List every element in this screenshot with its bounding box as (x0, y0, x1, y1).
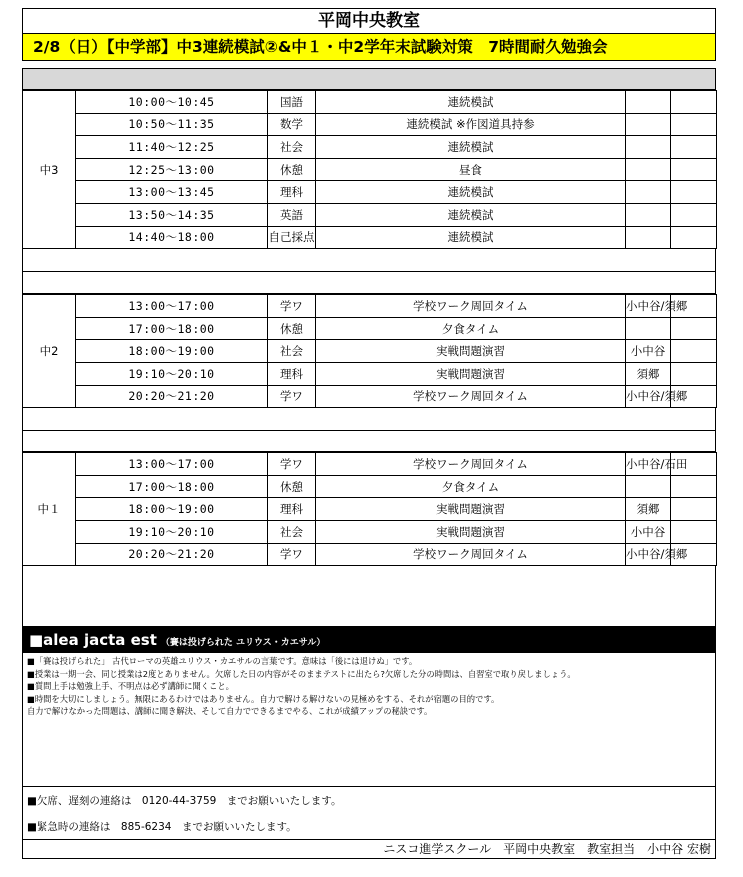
schedule-table (22, 294, 717, 408)
time-cell: 11:40～12:25 (76, 136, 268, 159)
subject-cell: 学ワ (268, 543, 316, 566)
schedule-groups (22, 90, 716, 566)
content-cell: 実戦問題演習 (316, 520, 626, 543)
schedule-sheet (22, 8, 716, 859)
table-row (23, 340, 717, 363)
grade-label: 中2 (23, 295, 76, 408)
teacher-cell (626, 136, 671, 159)
time-cell: 19:10～20:10 (76, 520, 268, 543)
empty-cell (671, 498, 717, 521)
note-line: ■「賽は投げられた」 古代ローマの英雄ユリウス・カエサルの言葉です。意味は「後には退けぬ」です。 (27, 656, 418, 667)
teacher-cell (626, 113, 671, 136)
footer-signature: ニスコ進学スクール 平岡中央教室 教室担当 小中谷 宏樹 (22, 840, 716, 859)
empty-cell (671, 91, 717, 114)
teacher-cell: 小中谷 (626, 520, 671, 543)
note-line: ■授業は一期一会、同じ授業は2度とありません。欠席した日の内容がそのままテストに出たら?欠席した分の時間は、自習室で取り戻しましょう。 (27, 668, 576, 679)
empty-cell (671, 520, 717, 543)
content-cell: 学校ワーク周回タイム (316, 453, 626, 476)
content-cell: 学校ワーク周回タイム (316, 543, 626, 566)
content-cell: 学校ワーク周回タイム (316, 385, 626, 408)
subject-cell: 休憩 (268, 158, 316, 181)
time-cell: 10:00～10:45 (76, 91, 268, 114)
alea-title: ■alea jacta est (29, 631, 157, 650)
table-row (23, 91, 717, 114)
subject-cell: 理科 (268, 181, 316, 204)
event-subtitle: 2/8（日）【中学部】中3連続模試②&中１・中2学年末試験対策 7時間耐久勉強会 (22, 33, 716, 61)
schedule-table (22, 90, 717, 249)
time-cell: 20:20～21:20 (76, 543, 268, 566)
table-row (23, 158, 717, 181)
subject-cell: 理科 (268, 362, 316, 385)
time-cell: 19:10～20:10 (76, 362, 268, 385)
table-row (23, 181, 717, 204)
blank-row (22, 431, 716, 452)
table-row (23, 453, 717, 476)
blank-row (22, 408, 716, 431)
table-row (23, 113, 717, 136)
teacher-cell: 小中谷/須郷 (626, 385, 671, 408)
content-cell: 学校ワーク周回タイム (316, 295, 626, 318)
subject-cell: 社会 (268, 136, 316, 159)
subject-cell: 休憩 (268, 317, 316, 340)
time-cell: 10:50～11:35 (76, 113, 268, 136)
time-cell: 13:00～17:00 (76, 295, 268, 318)
content-cell: 連続模試 (316, 181, 626, 204)
subject-cell: 数学 (268, 113, 316, 136)
table-row (23, 362, 717, 385)
teacher-cell (626, 158, 671, 181)
content-cell: 夕食タイム (316, 475, 626, 498)
blank-row (22, 566, 716, 627)
table-row (23, 498, 717, 521)
gray-header-band (22, 68, 716, 90)
empty-cell (671, 158, 717, 181)
table-row (23, 385, 717, 408)
time-cell: 17:00～18:00 (76, 475, 268, 498)
table-row (23, 520, 717, 543)
empty-cell (671, 362, 717, 385)
empty-cell (671, 475, 717, 498)
subject-cell: 社会 (268, 340, 316, 363)
time-cell: 17:00～18:00 (76, 317, 268, 340)
table-row (23, 136, 717, 159)
subject-cell: 自己採点 (268, 226, 316, 249)
empty-cell (671, 113, 717, 136)
empty-cell (671, 181, 717, 204)
teacher-cell: 小中谷/須郷 (626, 295, 671, 318)
time-cell: 12:25～13:00 (76, 158, 268, 181)
schedule-table (22, 452, 717, 566)
empty-cell (671, 226, 717, 249)
teacher-cell (626, 475, 671, 498)
subject-cell: 国語 (268, 91, 316, 114)
teacher-cell (626, 91, 671, 114)
content-cell: 夕食タイム (316, 317, 626, 340)
content-cell: 連続模試 (316, 136, 626, 159)
absence-contact: ■欠席、遅刻の連絡は 0120-44-3759 までお願いいたします。 (27, 795, 342, 808)
teacher-cell (626, 181, 671, 204)
grade-label: 中3 (23, 91, 76, 249)
subject-cell: 学ワ (268, 385, 316, 408)
blank-row (22, 249, 716, 272)
content-cell: 実戦問題演習 (316, 362, 626, 385)
empty-cell (671, 203, 717, 226)
contact-box (22, 787, 716, 840)
notes-box (22, 653, 716, 787)
subject-cell: 休憩 (268, 475, 316, 498)
time-cell: 13:00～17:00 (76, 453, 268, 476)
time-cell: 18:00～19:00 (76, 340, 268, 363)
time-cell: 13:00～13:45 (76, 181, 268, 204)
note-line: ■質問上手は勉強上手、不明点は必ず講師に聞くこと。 (27, 681, 234, 692)
table-row (23, 475, 717, 498)
teacher-cell: 小中谷/須郷 (626, 543, 671, 566)
note-line: 自力で解けなかった問題は、講師に聞き解決、そして自力でできるまでやる、これが成績アップの秘訣です。 (27, 706, 433, 717)
teacher-cell (626, 203, 671, 226)
table-row (23, 295, 717, 318)
teacher-cell: 小中谷/石田 (626, 453, 671, 476)
teacher-cell: 小中谷 (626, 340, 671, 363)
content-cell: 連続模試 (316, 203, 626, 226)
subject-cell: 英語 (268, 203, 316, 226)
subject-cell: 学ワ (268, 453, 316, 476)
empty-cell (671, 136, 717, 159)
alea-heading (22, 627, 716, 653)
table-row (23, 226, 717, 249)
table-row (23, 543, 717, 566)
blank-row (22, 272, 716, 294)
note-line: ■時間を大切にしましょう。無限にあるわけではありません。自力で解ける解けないの見極めをする、それが宿題の目的です。 (27, 693, 500, 704)
empty-cell (671, 317, 717, 340)
subject-cell: 社会 (268, 520, 316, 543)
time-cell: 14:40～18:00 (76, 226, 268, 249)
table-row (23, 317, 717, 340)
teacher-cell: 須郷 (626, 362, 671, 385)
content-cell: 昼食 (316, 158, 626, 181)
page-title: 平岡中央教室 (22, 8, 716, 33)
grade-label: 中１ (23, 453, 76, 566)
content-cell: 連続模試 (316, 226, 626, 249)
spacer (22, 61, 716, 68)
time-cell: 20:20～21:20 (76, 385, 268, 408)
content-cell: 連続模試 (316, 91, 626, 114)
content-cell: 連続模試 ※作図道具持参 (316, 113, 626, 136)
content-cell: 実戦問題演習 (316, 340, 626, 363)
teacher-cell (626, 317, 671, 340)
teacher-cell: 須郷 (626, 498, 671, 521)
time-cell: 18:00～19:00 (76, 498, 268, 521)
content-cell: 実戦問題演習 (316, 498, 626, 521)
subject-cell: 学ワ (268, 295, 316, 318)
time-cell: 13:50～14:35 (76, 203, 268, 226)
table-row (23, 203, 717, 226)
emergency-contact: ■緊急時の連絡は 885-6234 までお願いいたします。 (27, 821, 297, 834)
teacher-cell (626, 226, 671, 249)
subject-cell: 理科 (268, 498, 316, 521)
empty-cell (671, 340, 717, 363)
alea-subtitle: （賽は投げられた ユリウス・カエサル） (160, 638, 326, 649)
